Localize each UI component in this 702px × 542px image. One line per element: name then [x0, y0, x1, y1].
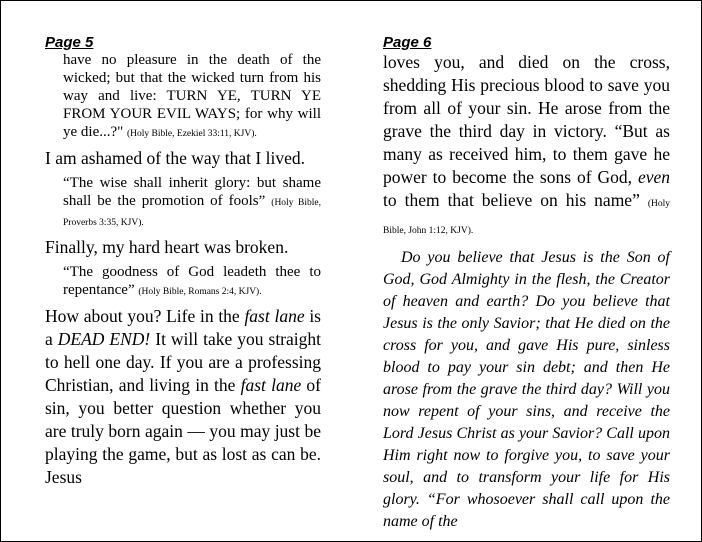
scripture-quote-proverbs	[63, 174, 321, 232]
invitation-paragraph: Do you believe that Jesus is the Son of God, God Almighty in the flesh, the Creator of heaven and earth? Do you believe that Jesus is the only Savior; that He died on the cross for you, and gave His pure, sinless blood to pay your sin debt; and then He arose from the grave the third day? Will you now repent of your sins, and receive the Lord Jesus Christ as your Savior? Call upon Him right now to forgive you, to save your soul, and to transform your life for His glory. “For whosoever shall call upon the name of the	[383, 249, 670, 530]
quote-citation: (Holy Bible, Proverbs 3:35, KJV).	[63, 198, 321, 228]
text-run: to them that believe on his name”	[383, 190, 640, 210]
quote-citation: (Holy Bible, John 1:12, KJV).	[383, 199, 670, 236]
left-page-column	[45, 35, 321, 489]
quote-text: “The goodness of God leadeth thee to repentance”	[63, 264, 321, 298]
text-run: How about you? Life in the	[45, 306, 245, 326]
quote-citation: (Holy Bible, Romans 2:4, KJV).	[138, 287, 262, 297]
page-number-label: Page 5	[45, 34, 94, 51]
text-run: loves you, and died on the cross, shedding His precious blood to save you from all of your sin. He arose from the grave the third day in victory. “But as many as received him, to them gave he power to become the sons of God,	[383, 52, 670, 187]
right-page-column	[383, 35, 670, 533]
body-paragraph	[45, 305, 321, 489]
text-run: is a	[45, 306, 321, 349]
quote-text: have no pleasure in the death of the wicked; but that the wicked turn from his way and live: TURN YE, TURN YE FROM YOUR EVIL WAYS; for why will ye die...?"	[63, 52, 321, 140]
emphasis-text: even	[637, 167, 670, 187]
scripture-quote-ezekiel	[63, 51, 321, 143]
text-run: It will take you straight to hell one day. If you are a professing Christian, and living in the	[45, 329, 321, 395]
emphasis-text: fast lane	[244, 306, 305, 326]
body-paragraph: I am ashamed of the way that I lived.	[45, 148, 305, 168]
scripture-quote-romans	[63, 263, 321, 301]
quote-text: “The wise shall inherit glory: but shame shall be the promotion of fools”	[63, 175, 321, 209]
text-run: of sin, you better question whether you are truly born again — you may just be playing the game, but as lost as can be. Jesus	[45, 375, 321, 487]
emphasis-text: DEAD END!	[57, 329, 151, 349]
emphasis-text: fast lane	[240, 375, 302, 395]
page-number-label: Page 6	[383, 34, 432, 51]
quote-citation: (Holy Bible, Ezekiel 33:11, KJV).	[127, 129, 257, 139]
body-paragraph	[383, 51, 670, 243]
body-paragraph: Finally, my hard heart was broken.	[45, 237, 289, 257]
